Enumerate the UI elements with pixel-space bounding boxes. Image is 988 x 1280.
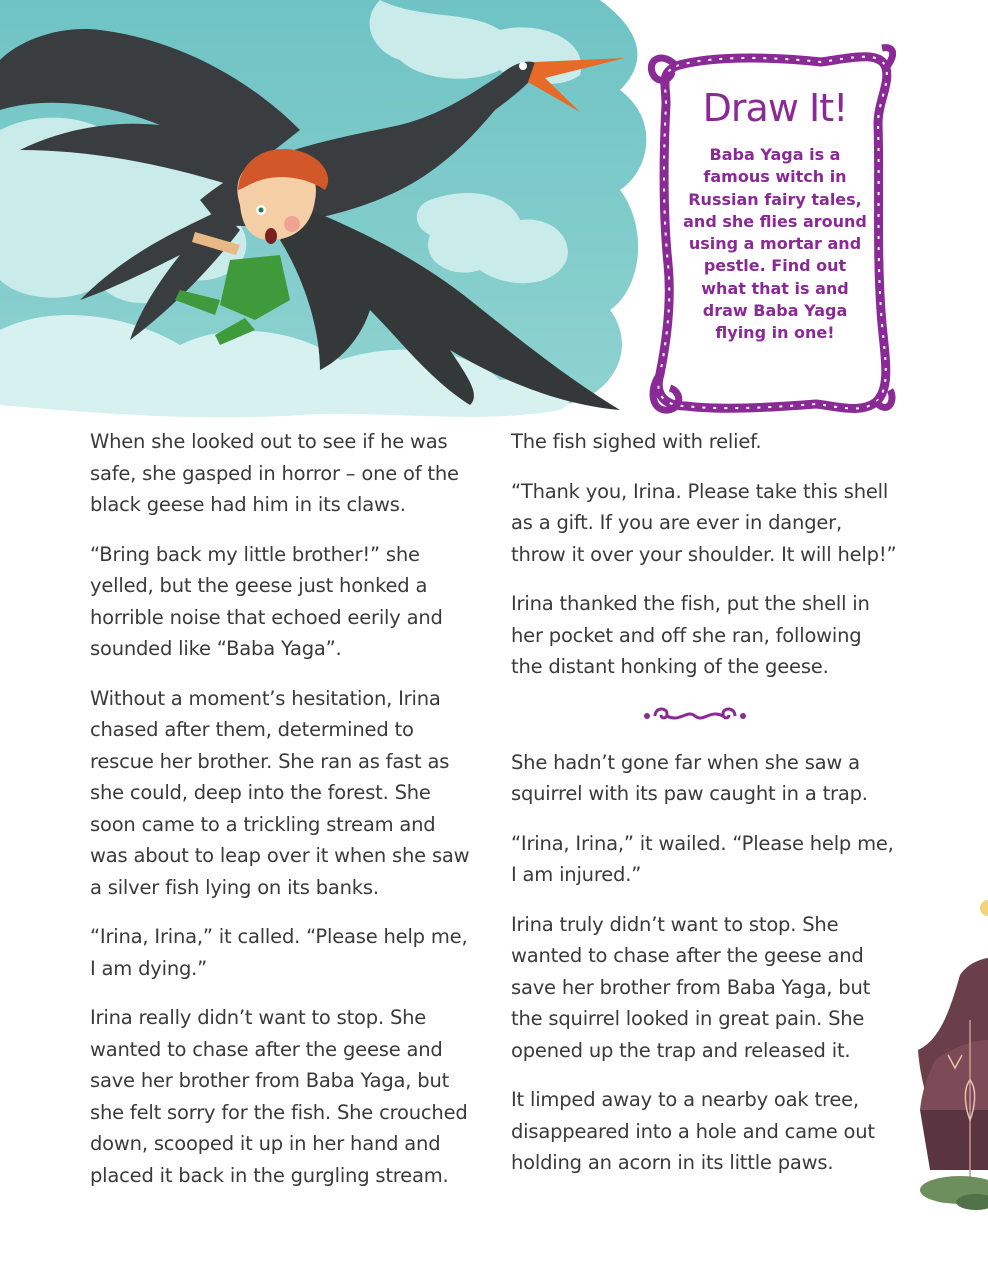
paragraph: “Irina, Irina,” it called. “Please help me, I am dying.”	[90, 925, 468, 980]
paragraph: She hadn’t gone far when she saw a squirrel with its paw caught in a trap.	[511, 750, 868, 805]
forest-corner-illustration	[900, 880, 988, 1220]
story-column-right	[511, 426, 897, 1197]
paragraph: The fish sighed with relief.	[511, 430, 762, 453]
draw-it-box	[682, 86, 868, 345]
ornament-divider	[635, 701, 755, 731]
paragraph: Without a moment’s hesitation, Irina chased after them, determined to rescue her brother. She ran as fast as she could, deep into the forest. She soon came to a trickling stream and was about to leap over it when she saw a silver fish lying on its banks.	[90, 686, 470, 899]
paragraph: “Thank you, Irina. Please take this shell as a gift. If you are ever in danger, throw it over your shoulder. It will help!”	[511, 479, 897, 566]
goose-eye	[519, 62, 527, 70]
paragraph: When she looked out to see if he was safe, she gasped in horror – one of the black geese had him in its claws.	[90, 430, 459, 516]
story-column-left	[90, 426, 476, 1209]
paragraph: Irina truly didn’t want to stop. She wanted to chase after the geese and save her brother from Baba Yaga, but the squirrel looked in great pain. She opened up the trap and released it.	[511, 912, 871, 1062]
paragraph: It limped away to a nearby oak tree, disappeared into a hole and came out holding an acorn in its little paws.	[511, 1088, 875, 1174]
paragraph: Irina really didn’t want to stop. She wanted to chase after the geese and save her brother from Baba Yaga, but she felt sorry for the fish. She crouched down, scooped it up in her hand and placed it back in the gurgling stream.	[90, 1006, 468, 1187]
paragraph: Irina thanked the fish, put the shell in her pocket and off she ran, following the distant honking of the geese.	[511, 592, 870, 678]
draw-it-text: Baba Yaga is a famous witch in Russian fairy tales, and she flies around using a mortar and pestle. Find out what that is and draw Baba Yaga flying in one!	[683, 145, 867, 343]
paragraph: “Bring back my little brother!” she yelled, but the geese just honked a horrible noise that echoed eerily and sounded like “Baba Yaga”.	[90, 542, 443, 660]
paragraph: “Irina, Irina,” it wailed. “Please help me, I am injured.”	[511, 831, 894, 886]
draw-it-title: Draw It!	[702, 86, 848, 130]
